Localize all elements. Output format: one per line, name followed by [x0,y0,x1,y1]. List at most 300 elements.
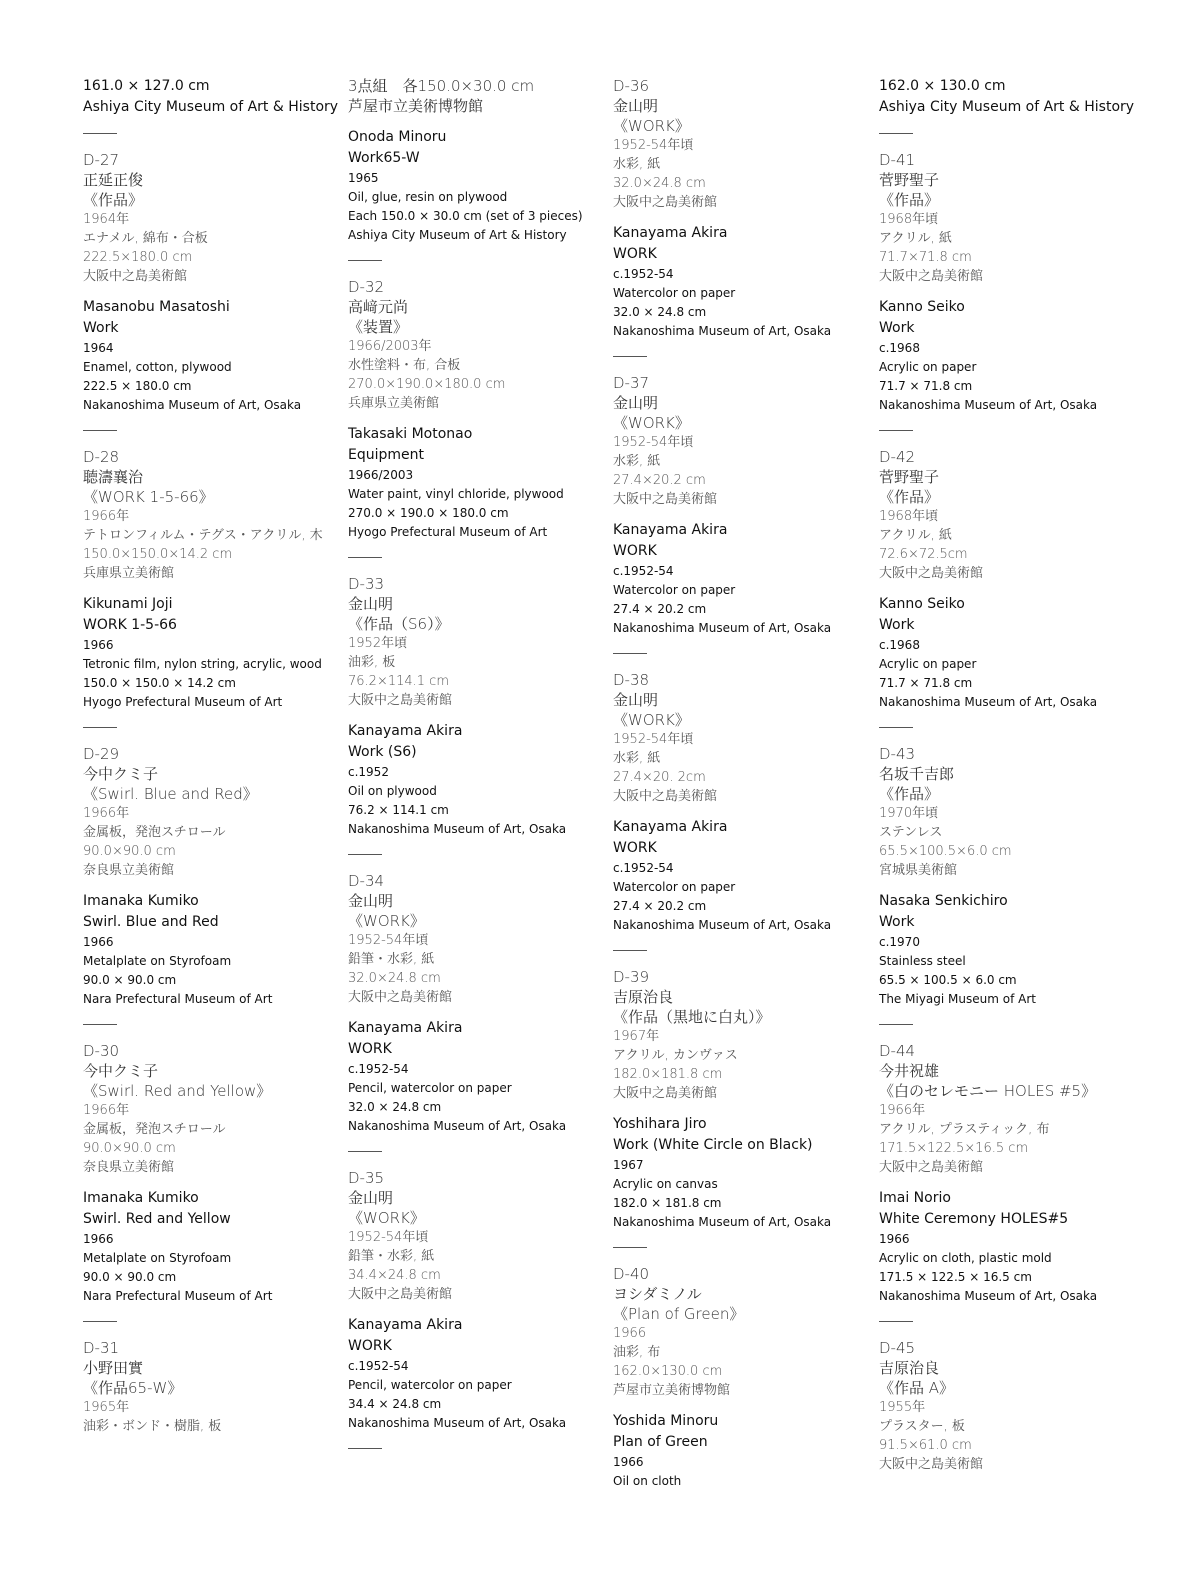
work-title-jp: 《WORK》 [348,1209,425,1227]
caption-line-en: Hyogo Prefectural Museum of Art [83,695,283,709]
caption-line-en: 1967 [613,1158,644,1172]
work-title-jp: 《Swirl. Blue and Red》 [83,785,258,803]
caption-line-jp: 1966年 [83,509,130,524]
caption-line-en: Nakanoshima Museum of Art, Osaka [348,822,567,836]
caption-line-en: 65.5 × 100.5 × 6.0 cm [879,973,1017,987]
caption-line-jp: 兵庫県立美術館 [348,396,440,411]
artist-name-jp: 聴濤襄治 [83,468,144,486]
entry-japanese-caption [879,744,1129,880]
caption-line-en: Nakanoshima Museum of Art, Osaka [348,1119,567,1133]
work-title-en: WORK 1-5-66 [83,617,177,633]
entry-divider [879,430,913,431]
caption-line-jp: 162.0×130.0 cm [613,1364,723,1379]
caption-line-en: c.1952-54 [613,267,674,281]
caption-line-jp: 水彩, 紙 [613,157,661,172]
caption-line-jp: 大阪中之島美術館 [613,789,718,804]
artist-name-en: Yoshihara Jiro [613,1116,707,1132]
entry-japanese-caption [348,1168,598,1304]
entry-english-caption [613,817,863,935]
caption-line-jp: 1952-54年頃 [613,138,694,153]
work-title-jp: 《装置》 [348,318,409,336]
entry-number: D-44 [879,1042,916,1060]
artist-name-en: Kanno Seiko [879,299,965,315]
work-title-jp: 《WORK》 [613,117,690,135]
caption-line-en: Metalplate on Styrofoam [83,954,232,968]
entry-number: D-41 [879,151,916,169]
caption-line-jp: テトロンフィルム・テグス・アクリル, 木 [83,528,323,543]
work-title-jp: 《WORK 1-5-66》 [83,488,214,506]
artist-name-en: Kanayama Akira [613,819,728,835]
entry-number: D-29 [83,745,120,763]
artist-name-en: Kanayama Akira [348,723,463,739]
caption-line-jp: 270.0×190.0×180.0 cm [348,377,506,392]
entry-number: D-33 [348,575,385,593]
caption-line-en: Nakanoshima Museum of Art, Osaka [83,398,302,412]
caption-line-en: The Miyagi Museum of Art [879,992,1036,1006]
artist-name-en: Kanno Seiko [879,596,965,612]
caption-line-en: Acrylic on canvas [613,1177,718,1191]
caption-line-en: 1966 [83,638,114,652]
caption-line-en: Watercolor on paper [613,286,736,300]
entry-english-caption [348,1018,598,1136]
entry-divider [879,1024,913,1025]
caption-line-en: Nakanoshima Museum of Art, Osaka [613,1215,832,1229]
caption-line-jp: 大阪中之島美術館 [879,1160,984,1175]
artist-name-en: Kikunami Joji [83,596,173,612]
caption-line-jp: 大阪中之島美術館 [613,1086,718,1101]
artist-name-en: Imai Norio [879,1190,951,1206]
entry-japanese-caption [879,150,1129,286]
artist-name-en: Kanayama Akira [348,1317,463,1333]
work-title-en: White Ceremony HOLES#5 [879,1211,1069,1227]
work-title-en: Work [83,320,119,336]
caption-line-jp: 1966年 [83,1103,130,1118]
caption-line-en: c.1952 [348,765,389,779]
work-title-jp: 《WORK》 [348,912,425,930]
entry-divider [348,557,382,558]
entry-japanese-caption [613,76,863,212]
caption-line-jp: 27.4×20. 2cm [613,770,706,785]
artist-name-jp: 名坂千吉郎 [879,765,955,783]
entry-number: D-38 [613,671,650,689]
caption-line-en: 71.7 × 71.8 cm [879,676,973,690]
catalog-column-1 [83,76,339,1436]
caption-line-jp: 90.0×90.0 cm [83,844,176,859]
caption-line-en: 171.5 × 122.5 × 16.5 cm [879,1270,1032,1284]
caption-line-jp: 大阪中之島美術館 [613,492,718,507]
caption-line-en: 27.4 × 20.2 cm [613,899,707,913]
caption-line-jp: エナメル, 綿布・合板 [83,231,208,246]
caption-line-jp: 1967年 [613,1029,660,1044]
entry-number: D-43 [879,745,916,763]
caption-line-jp: 71.7×71.8 cm [879,250,972,265]
caption-line-jp: 1955年 [879,1400,926,1415]
caption-line-jp: 91.5×61.0 cm [879,1438,972,1453]
caption-line-en: Metalplate on Styrofoam [83,1251,232,1265]
work-title-en: WORK [348,1041,392,1057]
entry-number: D-27 [83,151,120,169]
entry-japanese-caption [879,1338,1129,1474]
work-title-jp: 《WORK》 [613,414,690,432]
entry-english-caption [348,424,598,542]
caption-line-jp: アクリル, 紙 [879,231,952,246]
entry-divider [348,854,382,855]
caption-line-jp: 大阪中之島美術館 [879,269,984,284]
entry-divider [879,727,913,728]
artist-name-en: Takasaki Motonao [348,426,473,442]
entry-divider [83,1321,117,1322]
caption-line-jp: 1966 [613,1326,647,1341]
work-title-en: Swirl. Red and Yellow [83,1211,231,1227]
entry-number: D-30 [83,1042,120,1060]
artist-name-jp: ヨシダミノル [613,1285,702,1303]
artist-name-jp: 芦屋市立美術博物館 [348,97,484,115]
entry-english-caption [348,1315,598,1433]
entry-english-caption [348,127,598,245]
entry-divider [613,1247,647,1248]
artist-name-en: Yoshida Minoru [613,1413,719,1429]
artist-name-jp: 今井祝雄 [879,1062,940,1080]
entry-japanese-caption [348,277,598,413]
caption-line-en: 1965 [348,171,379,185]
entry-english-caption [613,520,863,638]
entry-english-caption [348,721,598,839]
caption-line-jp: 水彩, 紙 [613,454,661,469]
entry-english-caption [879,76,1135,118]
entry-number: D-36 [613,77,650,95]
caption-line-en: c.1952-54 [348,1359,409,1373]
artist-name-jp: 金山明 [348,892,394,910]
artist-name-jp: 小野田實 [83,1359,144,1377]
caption-line-en: Ashiya City Museum of Art & History [348,228,567,242]
artist-name-en: Imanaka Kumiko [83,893,199,909]
caption-line-jp: 1966/2003年 [348,339,432,354]
work-title-jp: 《作品》 [879,785,940,803]
entry-number: D-42 [879,448,916,466]
caption-line-jp: 油彩・ボンド・樹脂, 板 [83,1419,222,1434]
caption-line-jp: 150.0×150.0×14.2 cm [83,547,233,562]
entry-japanese-caption [613,670,863,806]
caption-line-en: Nara Prefectural Museum of Art [83,992,273,1006]
caption-line-jp: 222.5×180.0 cm [83,250,193,265]
caption-line-en: Hyogo Prefectural Museum of Art [348,525,548,539]
caption-line-en: Watercolor on paper [613,583,736,597]
caption-line-jp: 鉛筆・水彩, 紙 [348,1249,435,1264]
entry-number: D-35 [348,1169,385,1187]
artist-name-en: Onoda Minoru [348,129,447,145]
entry-english-caption [879,891,1129,1009]
entry-divider [83,1024,117,1025]
caption-line-en: Pencil, watercolor on paper [348,1081,512,1095]
caption-line-en: 182.0 × 181.8 cm [613,1196,722,1210]
caption-line-en: 27.4 × 20.2 cm [613,602,707,616]
caption-line-jp: 1952-54年頃 [348,933,429,948]
caption-line-jp: 76.2×114.1 cm [348,674,449,689]
caption-line-jp: 宮城県美術館 [879,863,958,878]
caption-line-jp: アクリル, 紙 [879,528,952,543]
caption-line-jp: 油彩, 板 [348,655,396,670]
caption-line-en: Acrylic on cloth, plastic mold [879,1251,1052,1265]
entry-divider [879,1321,913,1322]
caption-line-en: 1966 [83,935,114,949]
catalog-column-4 [879,76,1135,1474]
work-title-en: Work [879,617,915,633]
caption-line-en: 90.0 × 90.0 cm [83,973,177,987]
caption-line-en: c.1968 [879,638,920,652]
work-title-en: Work65-W [348,150,420,166]
caption-line-jp: 1964年 [83,212,130,227]
caption-line-en: 76.2 × 114.1 cm [348,803,449,817]
caption-line-jp: 27.4×20.2 cm [613,473,706,488]
caption-line-en: 270.0 × 190.0 × 180.0 cm [348,506,509,520]
caption-line-en: Acrylic on paper [879,360,977,374]
caption-line-jp: 1952-54年頃 [613,435,694,450]
caption-line-en: Oil on plywood [348,784,437,798]
caption-line-jp: 34.4×24.8 cm [348,1268,441,1283]
entry-english-caption [613,1114,863,1232]
caption-line-en: Acrylic on paper [879,657,977,671]
caption-line-jp: 1952-54年頃 [613,732,694,747]
work-title-en: Ashiya City Museum of Art & History [83,99,339,115]
artist-name-jp: 金山明 [613,691,659,709]
caption-line-jp: 奈良県立美術館 [83,863,175,878]
entry-divider [879,133,913,134]
work-title-en: Ashiya City Museum of Art & History [879,99,1135,115]
entry-japanese-caption [613,1264,863,1400]
entry-divider [348,1151,382,1152]
entry-number: D-39 [613,968,650,986]
entry-divider [348,260,382,261]
entry-english-caption [879,297,1129,415]
caption-line-jp: 大阪中之島美術館 [83,269,188,284]
caption-line-jp: 大阪中之島美術館 [879,566,984,581]
caption-line-jp: アクリル, プラスティック, 布 [879,1122,1050,1137]
entry-divider [83,133,117,134]
entry-number: D-37 [613,374,650,392]
entry-number: D-31 [83,1339,120,1357]
entry-english-caption [879,594,1129,712]
caption-line-jp: 72.6×72.5cm [879,547,968,562]
caption-line-en: 162.0 × 130.0 cm [879,78,1006,94]
caption-line-jp: プラスター, 板 [879,1419,965,1434]
caption-line-en: Oil on cloth [613,1474,682,1488]
caption-line-jp: 1968年頃 [879,509,939,524]
caption-line-jp: 金属板，発泡スチロール [83,1122,226,1137]
caption-line-en: Nakanoshima Museum of Art, Osaka [613,621,832,635]
caption-line-en: Tetronic film, nylon string, acrylic, wood [83,657,322,671]
artist-name-en: Kanayama Akira [613,225,728,241]
artist-name-jp: 金山明 [613,394,659,412]
entry-divider [83,727,117,728]
entry-japanese-caption [348,76,598,116]
caption-line-jp: 芦屋市立美術博物館 [613,1383,731,1398]
entry-divider [613,653,647,654]
work-title-jp: 《Swirl. Red and Yellow》 [83,1082,272,1100]
caption-line-jp: 金属板，発泡スチロール [83,825,226,840]
caption-line-en: Nakanoshima Museum of Art, Osaka [879,695,1098,709]
entry-english-caption [83,594,333,712]
caption-line-jp: 大阪中之島美術館 [879,1457,984,1472]
artist-name-en: Masanobu Masatoshi [83,299,230,315]
entry-number: D-28 [83,448,120,466]
entry-english-caption [83,76,339,118]
caption-line-en: Nakanoshima Museum of Art, Osaka [348,1416,567,1430]
work-title-en: Work [879,914,915,930]
caption-line-jp: 1952-54年頃 [348,1230,429,1245]
work-title-en: WORK [348,1338,392,1354]
caption-line-en: c.1952-54 [613,564,674,578]
work-title-jp: 《作品（S6）》 [348,615,450,633]
entry-number: D-40 [613,1265,650,1283]
caption-line-jp: 奈良県立美術館 [83,1160,175,1175]
entry-japanese-caption [348,574,598,710]
artist-name-jp: 金山明 [613,97,659,115]
caption-line-jp: 大阪中之島美術館 [348,1287,453,1302]
artist-name-jp: 今中クミ子 [83,765,159,783]
caption-line-jp: 油彩, 布 [613,1345,661,1360]
work-title-en: Work [879,320,915,336]
caption-line-jp: 大阪中之島美術館 [348,693,453,708]
work-title-jp: 《白のセレモニー HOLES #5》 [879,1082,1097,1100]
caption-line-en: Enamel, cotton, plywood [83,360,232,374]
caption-line-jp: ステンレス [879,825,943,840]
caption-line-jp: 1970年頃 [879,806,939,821]
artist-name-en: Kanayama Akira [613,522,728,538]
work-title-jp: 《作品》 [83,191,144,209]
work-title-en: Work (S6) [348,744,417,760]
caption-line-jp: アクリル, カンヴァス [613,1048,738,1063]
caption-line-en: c.1968 [879,341,920,355]
caption-line-en: 32.0 × 24.8 cm [613,305,707,319]
entry-japanese-caption [83,150,333,286]
entry-japanese-caption [879,447,1129,583]
artist-name-jp: 吉原治良 [879,1359,940,1377]
entry-japanese-caption [83,447,333,583]
entry-japanese-caption [83,744,333,880]
caption-line-jp: 1968年頃 [879,212,939,227]
caption-line-jp: 1966年 [83,806,130,821]
work-title-en: Swirl. Blue and Red [83,914,219,930]
entry-english-caption [83,297,333,415]
caption-line-en: 1966 [613,1455,644,1469]
entry-japanese-caption [83,1338,333,1436]
artist-name-jp: 菅野聖子 [879,171,940,189]
entry-number: D-32 [348,278,385,296]
caption-line-jp: 90.0×90.0 cm [83,1141,176,1156]
caption-line-en: 222.5 × 180.0 cm [83,379,192,393]
entry-divider [613,950,647,951]
caption-line-en: Nakanoshima Museum of Art, Osaka [613,918,832,932]
caption-line-en: Nakanoshima Museum of Art, Osaka [613,324,832,338]
caption-line-jp: 大阪中之島美術館 [613,195,718,210]
entry-divider [348,1448,382,1449]
caption-line-en: Water paint, vinyl chloride, plywood [348,487,564,501]
caption-line-jp: 182.0×181.8 cm [613,1067,723,1082]
artist-name-jp: 金山明 [348,595,394,613]
caption-line-jp: 65.5×100.5×6.0 cm [879,844,1012,859]
caption-line-en: 161.0 × 127.0 cm [83,78,210,94]
work-title-en: Plan of Green [613,1434,708,1450]
caption-line-en: Nakanoshima Museum of Art, Osaka [879,398,1098,412]
artist-name-jp: 吉原治良 [613,988,674,1006]
work-title-jp: 《Plan of Green》 [613,1305,745,1323]
caption-line-en: 150.0 × 150.0 × 14.2 cm [83,676,236,690]
caption-line-jp: 32.0×24.8 cm [348,971,441,986]
caption-line-en: Nakanoshima Museum of Art, Osaka [879,1289,1098,1303]
entry-japanese-caption [348,871,598,1007]
entry-english-caption [83,1188,333,1306]
caption-line-jp: 171.5×122.5×16.5 cm [879,1141,1029,1156]
artist-name-en: Imanaka Kumiko [83,1190,199,1206]
catalog-column-3 [613,76,863,1491]
caption-line-en: Oil, glue, resin on plywood [348,190,508,204]
caption-line-en: 1966 [879,1232,910,1246]
work-title-jp: 《作品（黒地に白丸）》 [613,1008,771,1026]
caption-line-jp: 鉛筆・水彩, 紙 [348,952,435,967]
caption-line-en: 90.0 × 90.0 cm [83,1270,177,1284]
caption-line-en: c.1952-54 [348,1062,409,1076]
caption-line-jp: 32.0×24.8 cm [613,176,706,191]
caption-line-en: Nara Prefectural Museum of Art [83,1289,273,1303]
caption-line-en: 34.4 × 24.8 cm [348,1397,442,1411]
artist-name-en: Kanayama Akira [348,1020,463,1036]
caption-line-jp: 大阪中之島美術館 [348,990,453,1005]
work-title-jp: 《作品》 [879,191,940,209]
artist-name-jp: 金山明 [348,1189,394,1207]
entry-divider [83,430,117,431]
caption-line-en: c.1970 [879,935,920,949]
entry-english-caption [613,1411,863,1491]
catalog-column-2 [348,76,598,1465]
entry-english-caption [83,891,333,1009]
artist-name-jp: 今中クミ子 [83,1062,159,1080]
caption-line-jp: 1952年頃 [348,636,408,651]
caption-line-en: c.1952-54 [613,861,674,875]
entry-number: D-45 [879,1339,916,1357]
entry-english-caption [613,223,863,341]
caption-line-en: 1966/2003 [348,468,414,482]
caption-line-en: 1966 [83,1232,114,1246]
work-title-en: Equipment [348,447,424,463]
caption-line-en: Pencil, watercolor on paper [348,1378,512,1392]
caption-line-jp: 1965年 [83,1400,130,1415]
caption-line-en: Watercolor on paper [613,880,736,894]
work-title-en: Work (White Circle on Black) [613,1137,813,1153]
caption-line-jp: 水彩, 紙 [613,751,661,766]
caption-line-en: 1964 [83,341,114,355]
caption-line-jp: 3点組 各150.0×30.0 cm [348,77,535,95]
entry-japanese-caption [613,967,863,1103]
caption-line-jp: 1966年 [879,1103,926,1118]
caption-line-jp: 兵庫県立美術館 [83,566,175,581]
caption-line-jp: 水性塗料・布, 合板 [348,358,461,373]
work-title-jp: 《作品》 [879,488,940,506]
work-title-jp: 《作品65-W》 [83,1379,183,1397]
caption-line-en: Each 150.0 × 30.0 cm (set of 3 pieces) [348,209,583,223]
artist-name-jp: 正延正俊 [83,171,144,189]
work-title-en: WORK [613,543,657,559]
entry-number: D-34 [348,872,385,890]
caption-line-en: 71.7 × 71.8 cm [879,379,973,393]
entry-japanese-caption [613,373,863,509]
entry-japanese-caption [83,1041,333,1177]
artist-name-jp: 高﨑元尚 [348,298,409,316]
entry-japanese-caption [879,1041,1129,1177]
work-title-en: WORK [613,246,657,262]
work-title-en: WORK [613,840,657,856]
caption-line-en: 32.0 × 24.8 cm [348,1100,442,1114]
artist-name-jp: 菅野聖子 [879,468,940,486]
